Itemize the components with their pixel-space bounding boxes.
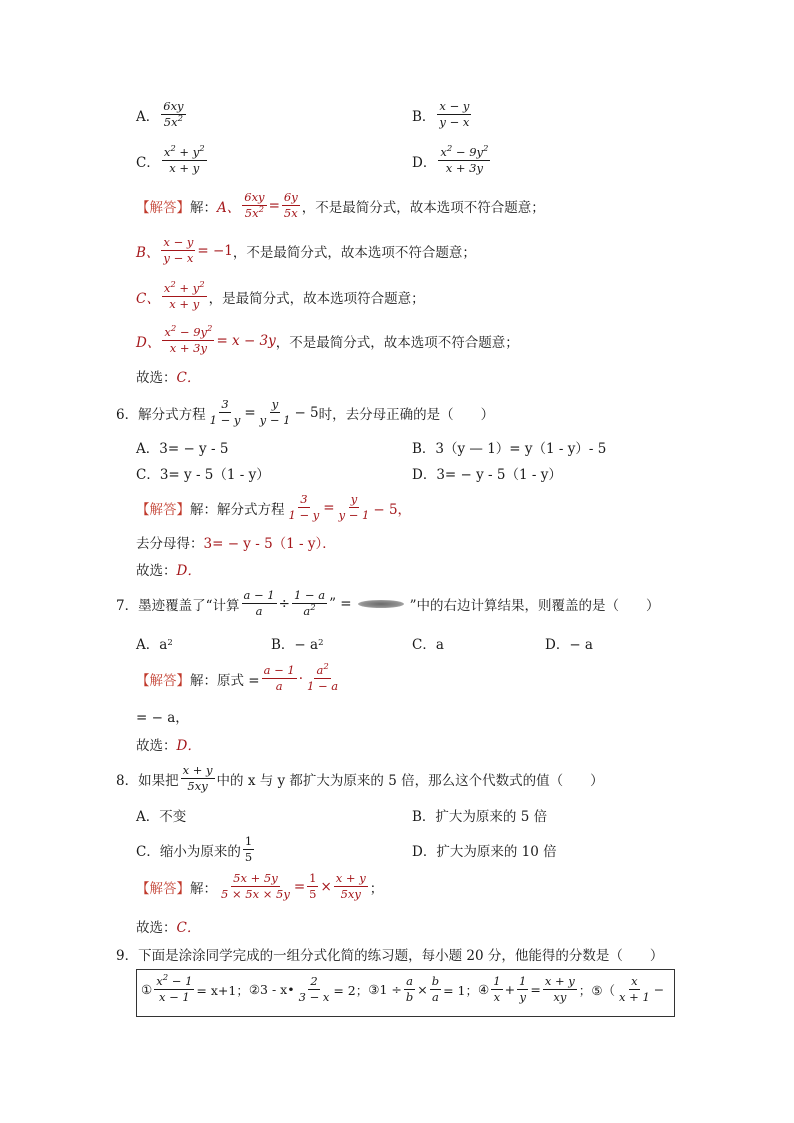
answer-tag: 【解答】 <box>136 199 190 216</box>
q8-stem: 8．如果把 x + y 5xy 中的 x 与 y 都扩大为原来的 5 倍，那么这个代数式的值（ ） <box>116 763 604 794</box>
ink-blot <box>358 600 404 608</box>
q5-option-a <box>136 100 188 129</box>
q6-option-a: A．3= − y - 5 <box>136 441 229 457</box>
q7-answer: 故选： D． <box>136 738 201 754</box>
q8-solution: 【解答】 解： $\frac{5x + 5y}{5 \times 5x \times 5y}$ = $\frac{1}{5}$ × $\frac{x + y}{5xy}$ ； <box>136 871 384 902</box>
fraction: x − y y − x <box>439 99 470 130</box>
q5-solution-c: C、 $x^2 + y^2$ x + y ，是最简分式，故本选项符合题意； <box>136 280 425 312</box>
q8-option-c: C．缩小为原来的 1 5 <box>136 834 253 865</box>
q8-answer: 故选： C． <box>136 920 201 936</box>
q7-solution-2: = − a， <box>136 710 189 726</box>
q7-option-b: B．− a 2 <box>271 637 324 653</box>
q6-stem: 6．解分式方程 $\frac{3}{1 - y}$ = $\frac{y}{y - 1}$ − 5 时，去分母正确的是（ ） <box>116 397 495 428</box>
q5-solution-a: 【解答】 解： A、 $\frac{6xy}{5x^2}$ = $\frac{6y}{5x}$ ，不是最简分式，故本选项不符合题意； <box>136 190 545 221</box>
q6-option-d: D．3= − y - 5（1 - y） <box>412 467 562 483</box>
q6-solution-1: 【解答】 解：解分式方程 $\frac{3}{1 - y}$ = $\frac{y}{y - 1}$ − 5， <box>136 492 412 523</box>
q6-solution-2: 去分母得： 3= − y - 5（1 - y）． <box>136 536 336 552</box>
q8-option-d: D．扩大为原来的 10 倍 <box>412 844 557 860</box>
q5-solution-b: B、 $\frac{x - y}{y - x}$ = −1 ，不是最简分式，故本选项不符合题意； <box>136 235 476 266</box>
q8-option-a: A．不变 <box>136 809 187 825</box>
fraction: $x^2 + y^2$ x + y <box>163 144 205 176</box>
fraction: $x^2 - 9y^2$ x + 3y <box>440 144 489 176</box>
q6-answer: 故选： D． <box>136 563 201 579</box>
q7-option-d: D．− a <box>545 637 593 653</box>
q7-option-a: A．a 2 <box>136 637 173 653</box>
q6-option-c: C．3= y - 5（1 - y） <box>136 467 270 483</box>
q7-solution-1: 【解答】 解：原式 = $\frac{a - 1}{a}$ · $a^2$ 1 − a <box>136 662 339 694</box>
q5-solution-d: D、 $\frac{x^2 - 9y^2}{x + 3y}$ = x − 3y ，不是最简分式，故本选项不符合题意； <box>136 324 519 356</box>
q9-problems: ① $\frac{x^2 - 1}{x - 1}$ = x+1； ②3 - x• $\frac{2}{3 - x}$ = 2； ③1 ÷ $\frac{a}{b}$ × $\frac{b}{a}$ = 1； ④ 1 x + $\frac{1}{y}$ = $\frac{x + y}{xy}$ ； ⑤（ x x + 1 − <box>141 973 665 1005</box>
q9-stem: 9．下面是涂涂同学完成的一组分式化简的练习题，每小题 20 分，他能得的分数是（ ） <box>116 948 664 964</box>
q5-option-d: D． $x^2 - 9y^2$ x + 3y <box>412 144 489 176</box>
q5-option-b: B． x − y y − x <box>412 99 470 130</box>
q7-option-c: C．a <box>412 637 444 653</box>
q6-option-b: B．3（y — 1）= y（1 - y）- 5 <box>412 441 607 457</box>
q7-stem: 7．墨迹覆盖了“计算 $\frac{a - 1}{a}$ ÷ $\frac{1 - a}{a^2}$ ” = ”中的右边计算结果，则覆盖的是（ ） <box>116 588 660 619</box>
q5-option-c: C． $x^2 + y^2$ x + y <box>136 144 205 176</box>
option-label: A． <box>136 108 160 125</box>
q5-answer: 故选： C． <box>136 370 201 386</box>
q8-option-b: B．扩大为原来的 5 倍 <box>412 809 548 825</box>
fraction: 6xy $5x^2$ <box>163 99 184 130</box>
